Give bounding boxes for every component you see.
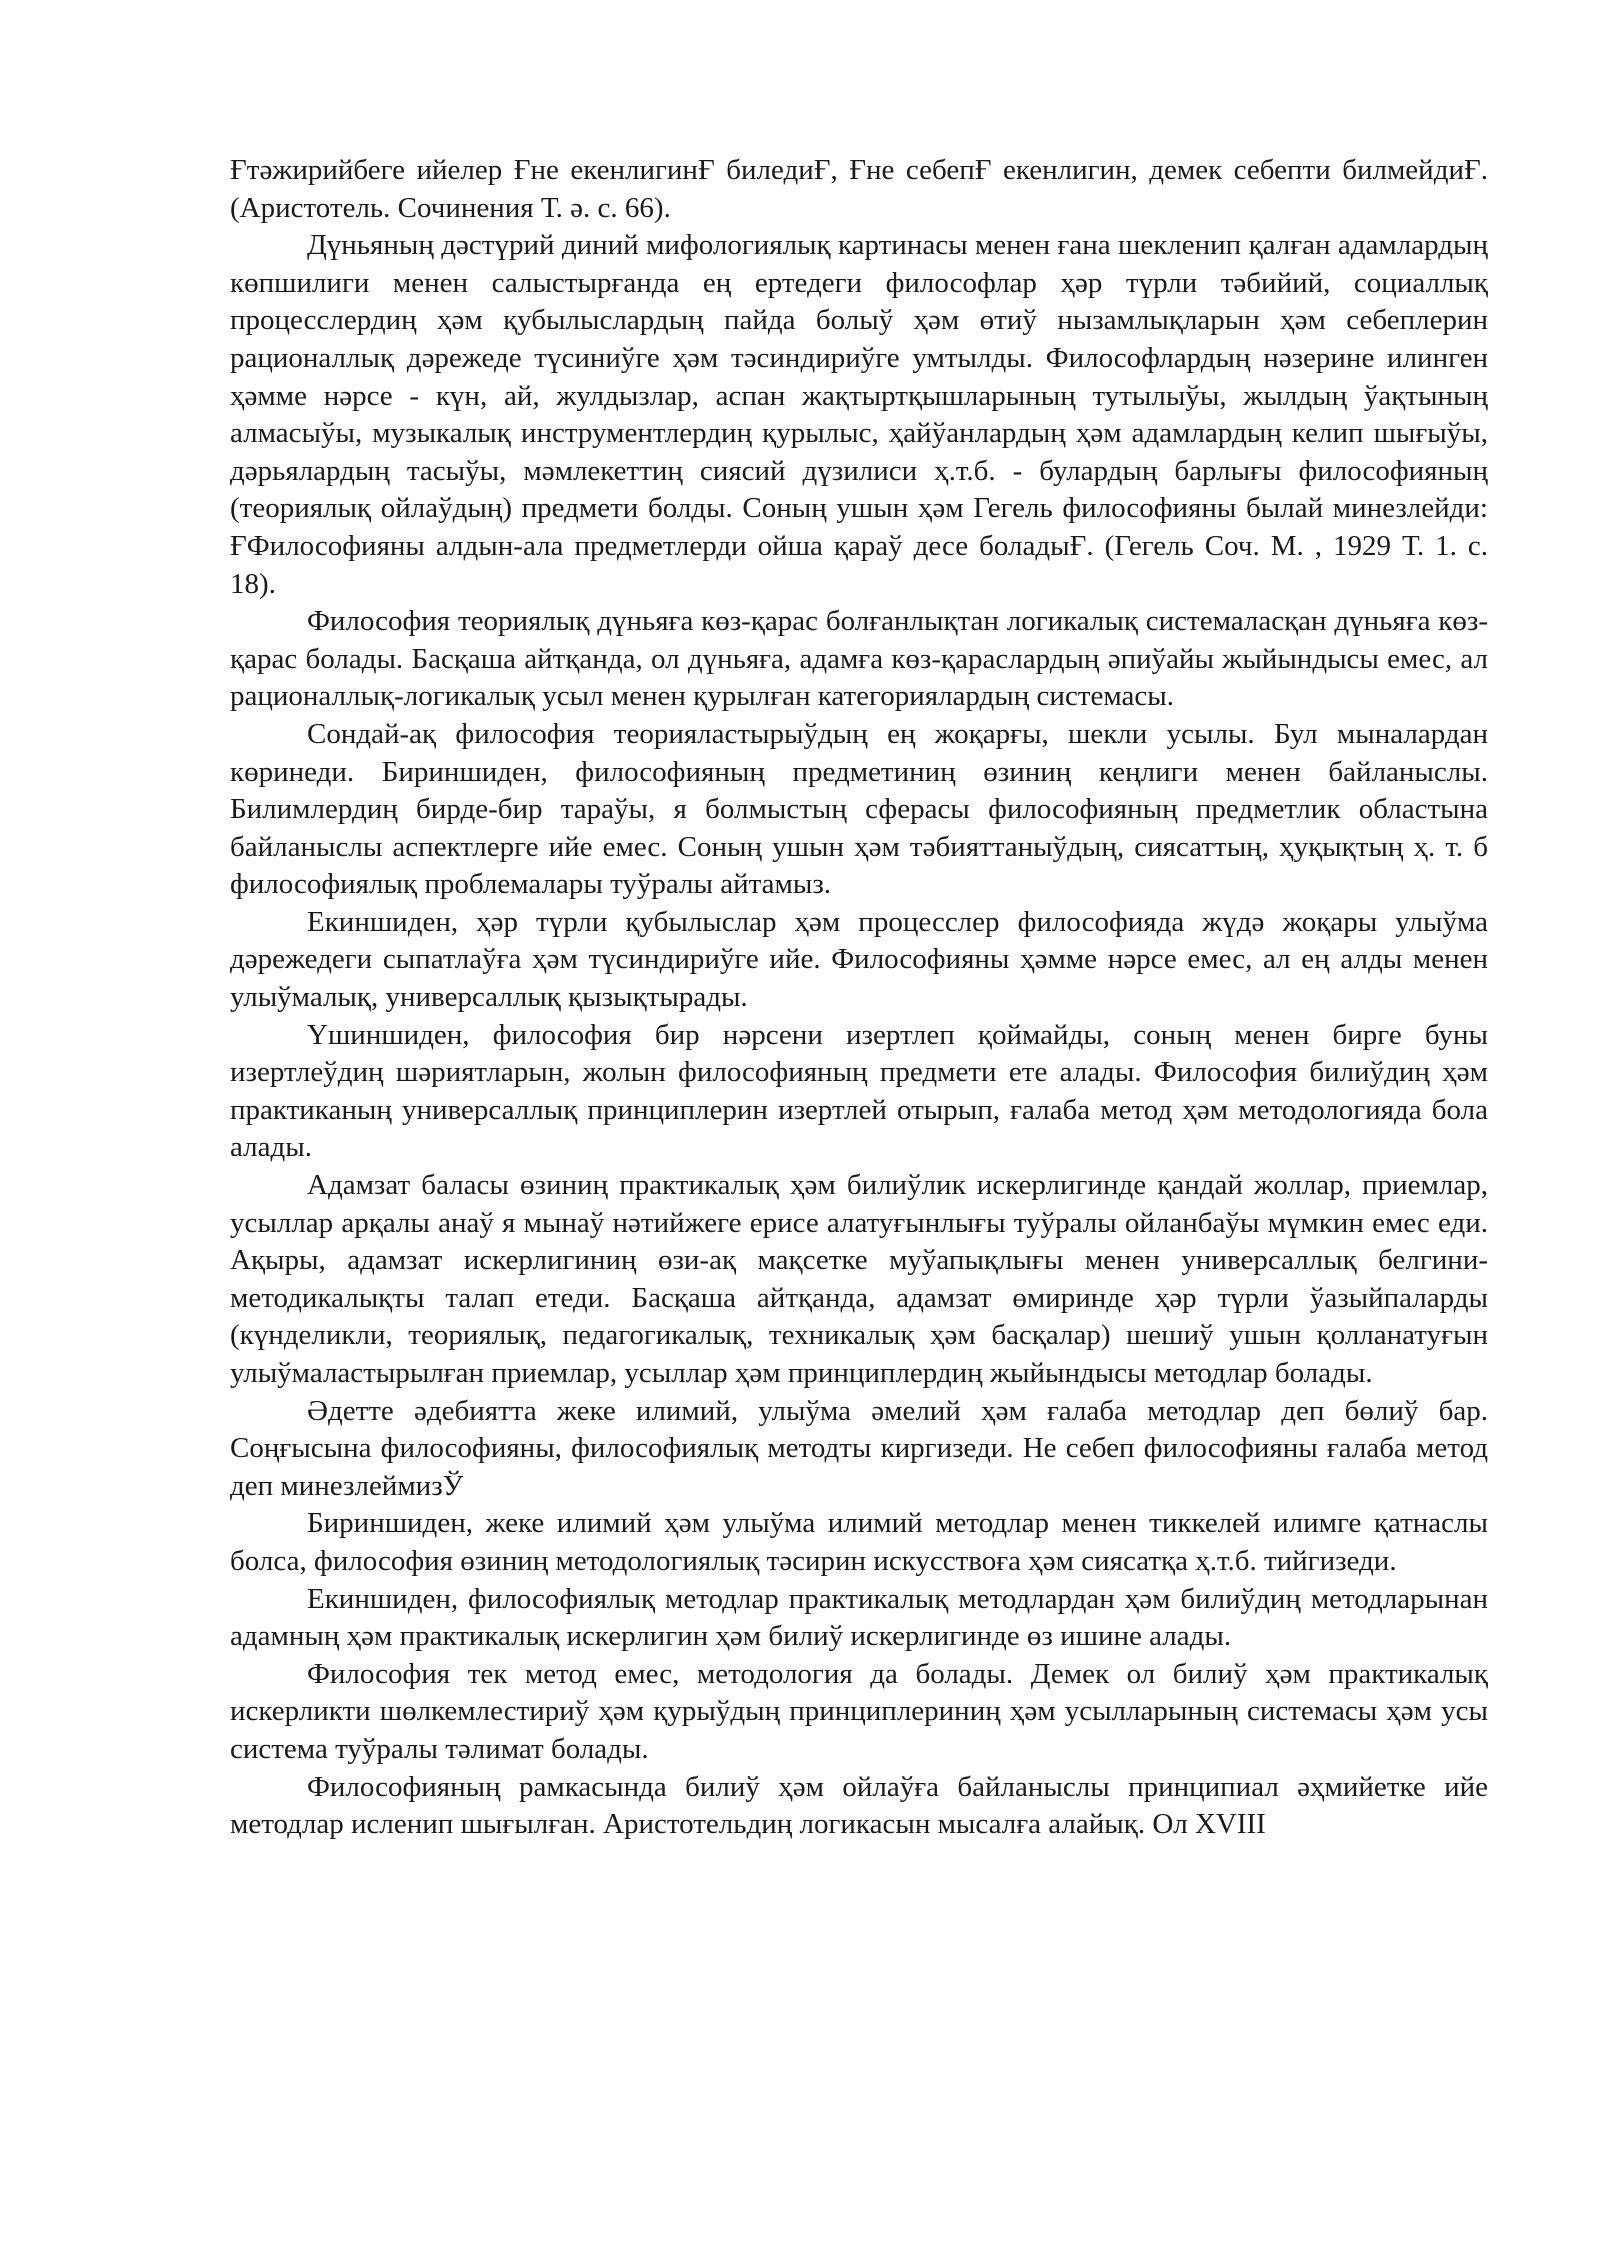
paragraph-1: Ғтәжирийбеге ийелер Ғне екенлигинҒ биледиҒ, Ғне себепҒ екенлигин, демек себепти билмейдиҒ. (Аристотель. Сочинения Т. ә. с. 66).	[230, 154, 1488, 224]
paragraph-11: Философия тек метод емес, методология да болады. Демек ол билиў ҳәм практикалық искерликти шөлкемлестириў ҳәм қурыўдың принциплериниң ҳәм усылларының системасы ҳәм усы система туўралы тәлимат болады.	[230, 1657, 1488, 1765]
paragraph-9: Бириншиден, жеке илимий ҳәм улыўма илимий методлар менен тиккелей илимге қатнаслы болса, философия өзиниң методологиялық тәсирин искусствоға ҳәм сиясатқа ҳ.т.б. тийгизеди.	[230, 1507, 1488, 1577]
paragraph-4: Сондай-ақ философия теорияластырыўдың ең жоқарғы, шекли усылы. Бул мыналардан көринеди. Бириншиден, философияның предметиниң өзиниң кеңлиги менен байланыслы. Билимлердиң бирде-бир тараўы, я болмыстың сферасы философияның предметлик областына байланыслы аспектлерге ийе емес. Соның ушын ҳәм тәбияттаныўдың, сиясаттың, ҳуқықтың ҳ. т. б философиялық проблемалары туўралы айтамыз.	[230, 717, 1488, 901]
paragraph-7: Адамзат баласы өзиниң практикалық ҳәм билиўлик искерлигинде қандай жоллар, приемлар, усыллар арқалы анаў я мынаў нәтийжеге ерисе алатуғынлығы туўралы ойланбаўы мүмкин емес еди. Ақыры, адамзат искерлигиниң өзи-ақ мақсетке муўапықлығы менен универсаллық белгини-методикалықты талап етеди. Басқаша айтқанда, адамзат өмиринде ҳәр түрли ўазыйпаларды (күнделикли, теориялық, педагогикалық, техникалық ҳәм басқалар) шешиў ушын қолланатуғын улыўмаластырылған приемлар, усыллар ҳәм принциплердиң жыйындысы методлар болады.	[230, 1169, 1488, 1389]
paragraph-10: Екиншиден, философиялық методлар практикалық методлардан ҳәм билиўдиң методларынан адамның ҳәм практикалық искерлигин ҳәм билиў искерлигинде өз ишине алады.	[230, 1582, 1488, 1653]
paragraph-12: Философияның рамкасында билиў ҳәм ойлаўға байланыслы принципиал әҳмийетке ийе методлар исленип шығылған. Аристотельдиң логикасын мысалға алайық. Ол XVIII	[230, 1770, 1488, 1841]
paragraph-5: Екиншиден, ҳәр түрли қубылыслар ҳәм процесслер философияда жүдә жоқары улыўма дәрежедеги сыпатлаўға ҳәм түсиндириўге ийе. Философияны ҳәмме нәрсе емес, ал ең алды менен улыўмалық, универсаллық қызықтырады.	[230, 905, 1488, 1014]
paragraph-3: Философия теориялық дүньяға көз-қарас болғанлықтан логикалық системаласқан дүньяға көз-қарас болады. Басқаша айтқанда, ол дүньяға, адамға көз-қараслардың әпиўайы жыйындысы емес, ал рационаллық-логикалық усыл менен қурылған категориялардың системасы.	[230, 605, 1488, 713]
paragraph-2: Дүньяның дәстүрий диний мифологиялық картинасы менен ғана шекленип қалған адамлардың көпшилиги менен салыстырғанда ең ертедеги философлар ҳәр түрли тәбийий, социаллық процесслердиң ҳәм қубылыслардың пайда болыў ҳәм өтиў нызамлықларын ҳәм себеплерин рационаллық дәрежеде түсиниўге ҳәм тәсиндириўге умтылды. Философлардың нәзерине илинген ҳәмме нәрсе - күн, ай, жулдызлар, аспан жақтыртқышларының тутылыўы, жылдың ўақтының алмасыўы, музыкалық инструментлердиң қурылыс, ҳайўанлардың ҳәм адамлардың келип шығыўы, дәрьялардың тасыўы, мәмлекеттиң сиясий дүзилиси ҳ.т.б. - булардың барлығы философияның (теориялық ойлаўдың) предмети болды. Соның ушын ҳәм Гегель философияны былай минезлейди: ҒФилософияны алдын-ала предметлерди ойша қараў десе боладыҒ. (Гегель Соч. М. , 1929 Т. 1. с. 18).	[230, 229, 1488, 600]
paragraph-6: Үшиншиден, философия бир нәрсени изертлеп қоймайды, соның менен бирге буны изертлеўдиң шәриятларын, жолын философияның предмети ете алады. Философия билиўдиң ҳәм практиканың универсаллық принциплерин изертлей отырып, ғалаба метод ҳәм методологияда бола алады.	[230, 1018, 1488, 1164]
paragraph-8: Әдетте әдебиятта жеке илимий, улыўма әмелий ҳәм ғалаба методлар деп бөлиў бар. Соңғысына философияны, философиялық методты киргизеди. Не себеп философияны ғалаба метод деп минезлеймизЎ	[230, 1394, 1488, 1502]
document-page	[230, 152, 1488, 1844]
